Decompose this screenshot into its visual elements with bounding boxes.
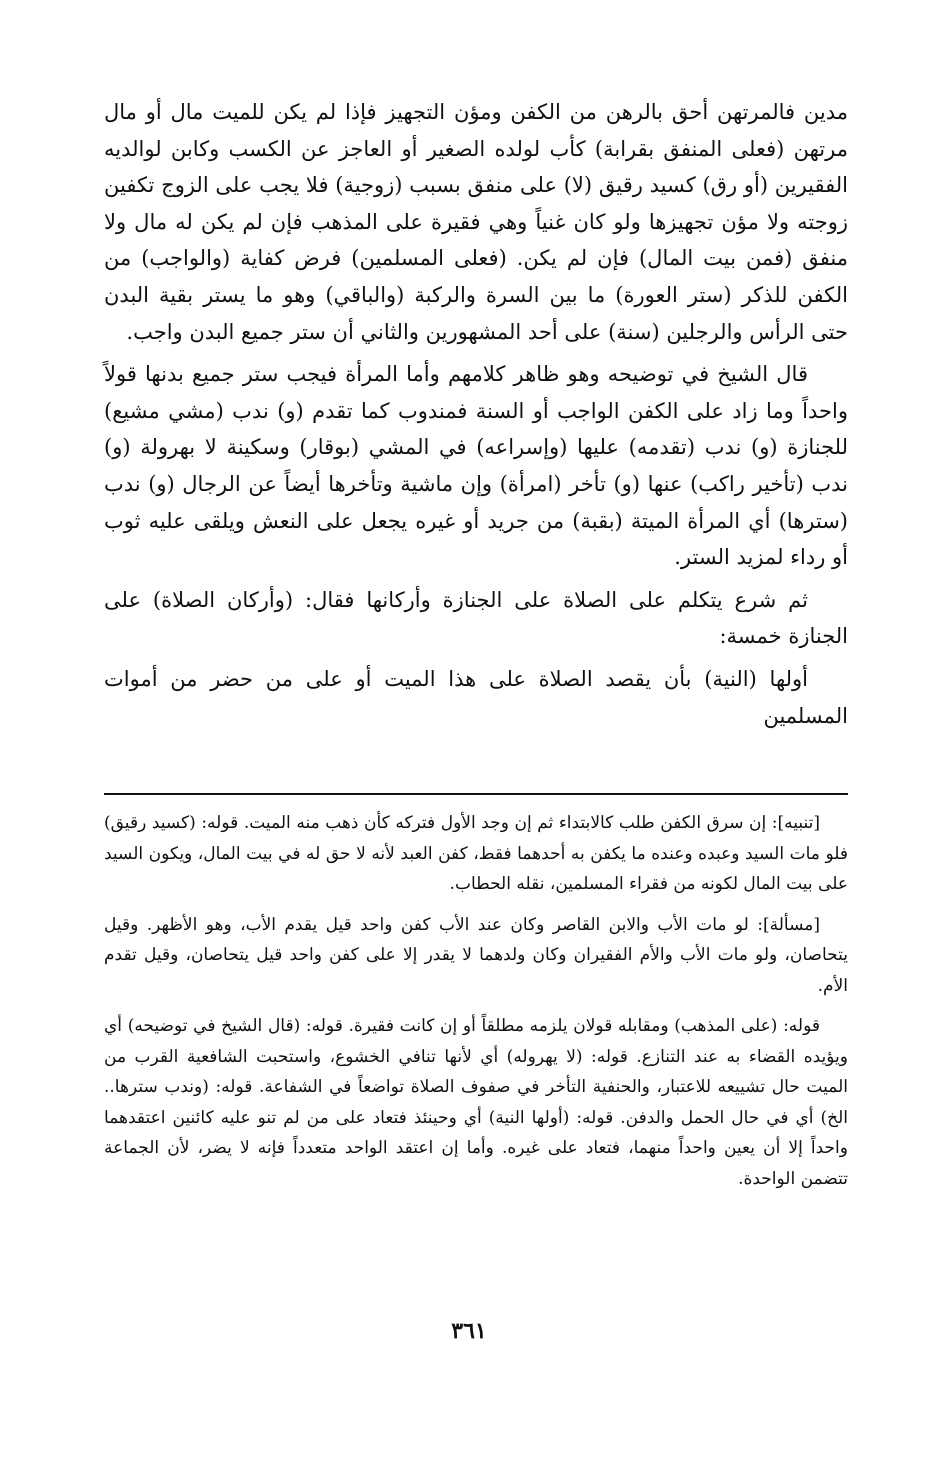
footnotes xyxy=(104,808,848,1204)
main-paragraph: أولها (النية) بأن يقصد الصلاة على هذا الميت أو على من حضر من أموات المسلمين xyxy=(104,666,848,728)
page-number: ٣٦١ xyxy=(451,1318,487,1344)
main-paragraph: ثم شرع يتكلم على الصلاة على الجنازة وأركانها فقال: (وأركان الصلاة) على الجنازة خمسة: xyxy=(104,587,848,649)
footnote-paragraph: قوله: (على المذهب) ومقابله قولان يلزمه مطلقاً أو إن كانت فقيرة. قوله: (قال الشيخ في توضيحه) أي ويؤيده القضاء به عند التنازع. قوله: (لا يهروله) أي لأنها تنافي الخشوع، واستحبت الشافعية القرب من الميت حال تشييعه للاعتبار، والحنفية التأخر في صفوف الصلاة تواضعاً في الشفاعة. قوله: (وندب سترها.. الخ) أي في حال الحمل والدفن. قوله: (أولها النية) أي وحينئذ فتعاد على من لم تنو عليه كائنين اعتقدهما واحداً إلا أن يعين واحداً منهما، فتعاد على غيره. وأما إن اعتقد الواحد متعدداً فإنه لا يضر، لأن الجماعة تتضمن الواحدة. xyxy=(104,1016,848,1189)
footnote-paragraph: [مسألة]: لو مات الأب والابن القاصر وكان عند الأب كفن واحد قيل يقدم الأب، وهو الأظهر. وقيل يتحاصان، ولو مات الأب والأم الفقيران وكان ولدهما لا يقدر إلا على كفن واحد قيل يتحاصان، وقيل تقدم الأم. xyxy=(104,914,848,996)
main-paragraph: قال الشيخ في توضيحه وهو ظاهر كلامهم وأما المرأة فيجب ستر جميع بدنها قولاً واحداً وما زاد على الكفن الواجب أو السنة فمندوب كما تقدم (و) ندب (مشي مشيع) للجنازة (و) ندب (تقدمه) عليها (وإسراعه) في المشي (بوقار) وسكينة لا بهرولة (و) ندب (تأخير راكب) عنها (و) تأخر (امرأة) وإن ماشية وتأخرها أيضاً عن الرجال (و) ندب (سترها) أي المرأة الميتة (بقبة) من جريد أو غيره يجعل على النعش ويلقى عليه ثوب أو رداء لمزيد الستر. xyxy=(104,362,848,570)
footnote-paragraph: [تنبيه]: إن سرق الكفن طلب كالابتداء ثم إن وجد الأول فتركه كأن ذهب منه الميت. قوله: (كسيد رقيق) فلو مات السيد وعبده وعنده ما يكفن به أحدهما فقط، كفن العبد لأنه لا حق له في بيت المال، ويكون السيد على بيت المال لكونه من فقراء المسلمين، نقله الحطاب. xyxy=(104,813,848,894)
footnote-divider xyxy=(104,793,848,795)
main-text xyxy=(104,94,848,740)
main-paragraph: مدين فالمرتهن أحق بالرهن من الكفن ومؤن التجهيز فإذا لم يكن للميت مال أو مال مرتهن (فعلى المنفق بقرابة) كأب لولده الصغير أو العاجز عن الكسب وكابن لوالديه الفقيرين (أو رق) كسيد رقيق (لا) على منفق بسبب (زوجية) فلا يجب على الزوج تكفين زوجته ولا مؤن تجهيزها ولو كان غنياً وهي فقيرة على المذهب فإن لم يكن له مال ولا منفق (فمن بيت المال) فإن لم يكن. (فعلى المسلمين) فرض كفاية (والواجب) من الكفن للذكر (ستر العورة) ما بين السرة والركبة (والباقي) وهو ما يستر بقية البدن حتى الرأس والرجلين (سنة) على أحد المشهورين والثاني أن ستر جميع البدن واجب. xyxy=(104,100,848,344)
